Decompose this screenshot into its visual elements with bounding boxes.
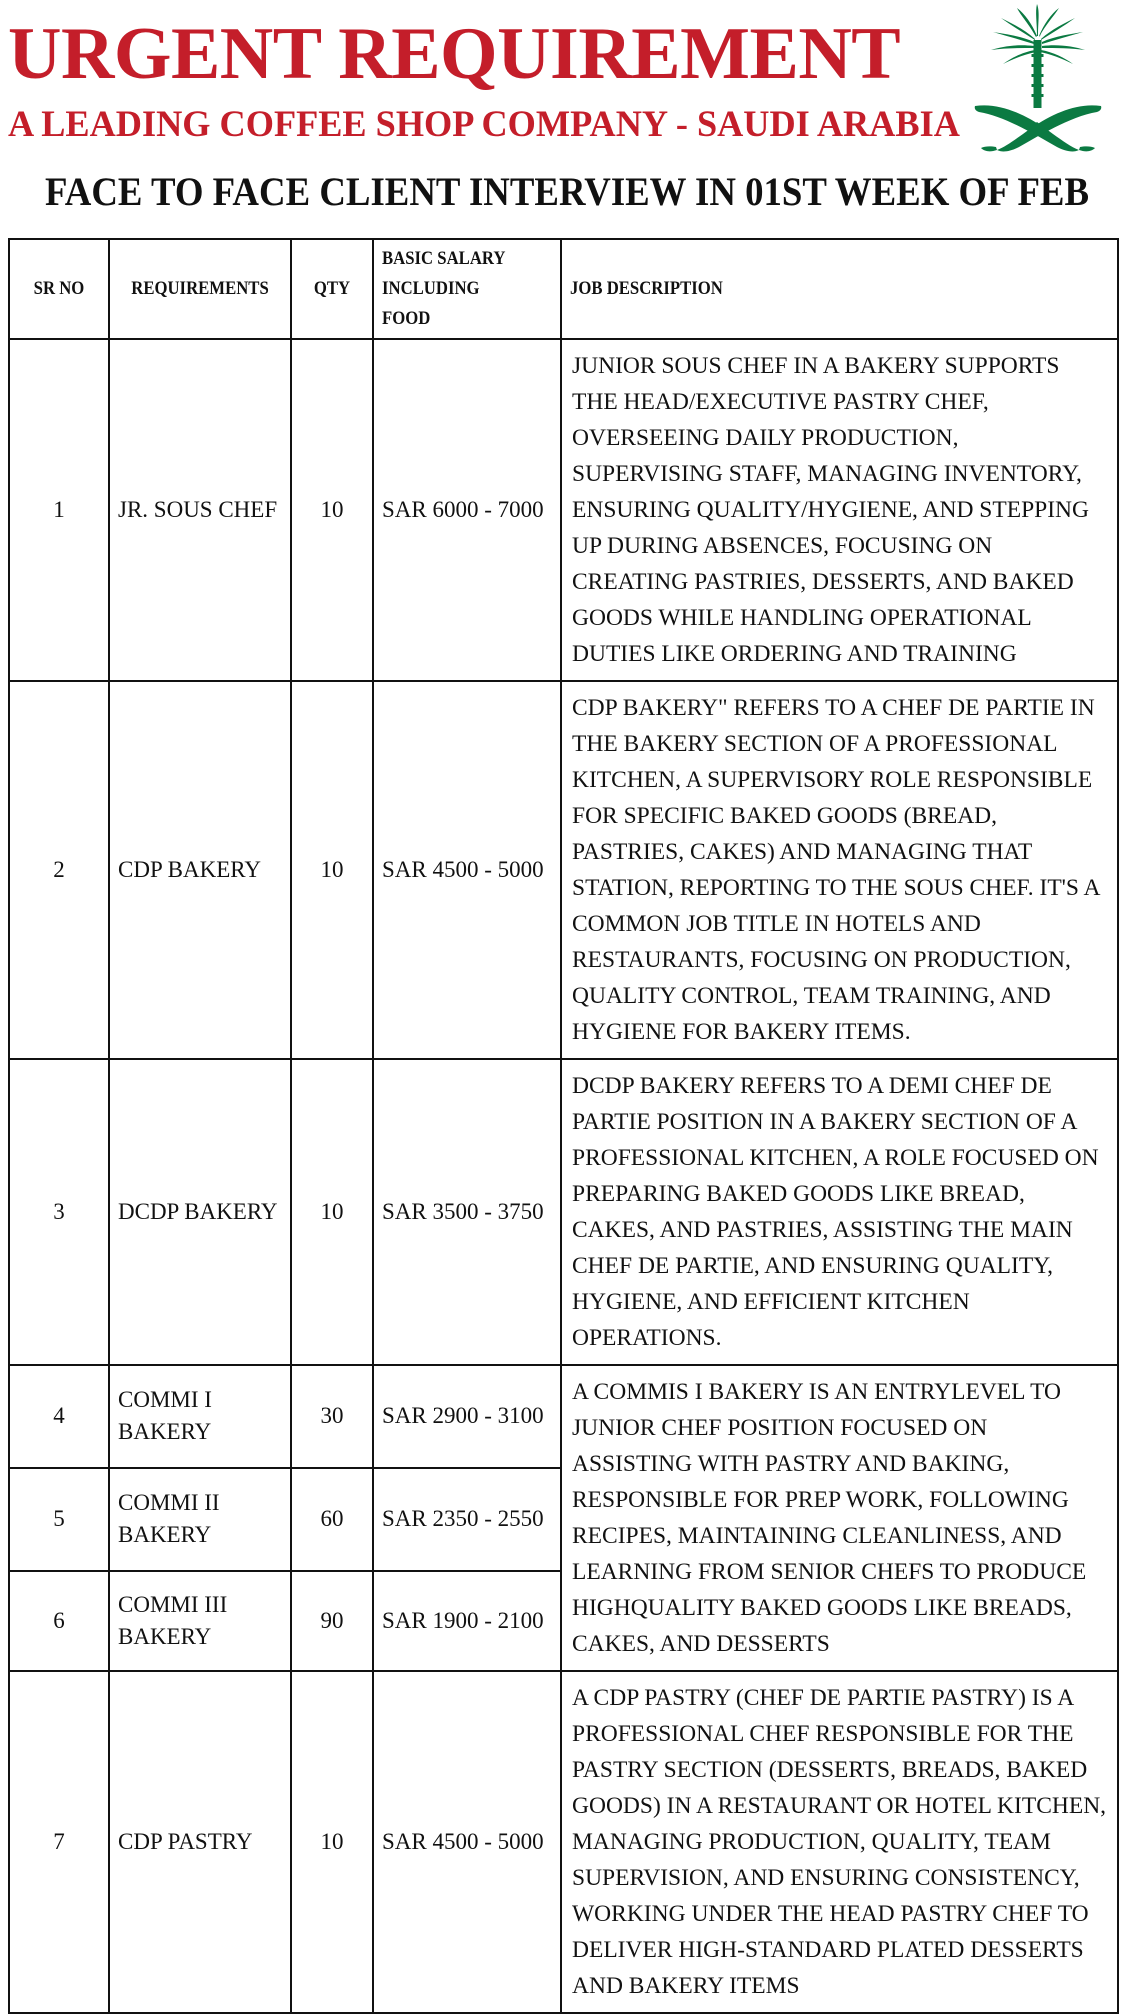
row-requirement: COMMI III BAKERY: [109, 1571, 291, 1671]
saudi-arabia-emblem-icon: [967, 2, 1109, 162]
table-body: [9, 339, 1118, 2013]
table-header: [9, 239, 1118, 339]
row-salary: SAR 4500 - 5000: [373, 1671, 561, 2013]
row-salary: SAR 1900 - 2100: [373, 1571, 561, 1671]
row-sr-no: 7: [9, 1671, 109, 2013]
row-qty: 10: [291, 1671, 373, 2013]
row-requirement: CDP BAKERY: [109, 681, 291, 1059]
row-sr-no: 1: [9, 339, 109, 681]
row-salary: SAR 2900 - 3100: [373, 1365, 561, 1468]
advertisement-header: [0, 0, 1125, 232]
row-requirement: DCDP BAKERY: [109, 1059, 291, 1365]
row-requirement: COMMI I BAKERY: [109, 1365, 291, 1468]
salary-header-line-1: BASIC SALARY: [382, 248, 506, 269]
row-sr-no: 2: [9, 681, 109, 1059]
row-sr-no: 5: [9, 1468, 109, 1571]
title-block: [8, 0, 1018, 148]
row-salary: SAR 2350 - 2550: [373, 1468, 561, 1571]
row-qty: 90: [291, 1571, 373, 1671]
column-header-basic-salary: [373, 239, 561, 339]
row-description: JUNIOR SOUS CHEF IN A BAKERY SUPPORTS THE HEAD/EXECUTIVE PASTRY CHEF, OVERSEEING DAILY PRODUCTION, SUPERVISING STAFF, MANAGING INVENTORY, ENSURING QUALITY/HYGIENE, AND STEPPING UP DURING ABSENCES, FOCUSING ON CREATING PASTRIES, DESSERTS, AND BAKED GOODS WHILE HANDLING OPERATIONAL DUTIES LIKE ORDERING AND TRAINING: [561, 339, 1118, 681]
table-row: [9, 339, 1118, 681]
column-header-job-description: JOB DESCRIPTION: [561, 239, 1118, 339]
salary-header-line-2: INCLUDING FOOD: [382, 278, 480, 329]
row-salary: SAR 4500 - 5000: [373, 681, 561, 1059]
row-sr-no: 4: [9, 1365, 109, 1468]
row-qty: 10: [291, 339, 373, 681]
table-header-row: [9, 239, 1118, 339]
row-requirement: CDP PASTRY: [109, 1671, 291, 2013]
row-salary: SAR 3500 - 3750: [373, 1059, 561, 1365]
page-title: URGENT REQUIREMENT: [8, 13, 901, 95]
row-requirement: COMMI II BAKERY: [109, 1468, 291, 1571]
row-description: CDP BAKERY" REFERS TO A CHEF DE PARTIE IN THE BAKERY SECTION OF A PROFESSIONAL KITCHEN, A SUPERVISORY ROLE RESPONSIBLE FOR SPECIFIC BAKED GOODS (BREAD, PASTRIES, CAKES) AND MANAGING THAT STATION, REPORTING TO THE SOUS CHEF. IT'S A COMMON JOB TITLE IN HOTELS AND RESTAURANTS, FOCUSING ON PRODUCTION, QUALITY CONTROL, TEAM TRAINING, AND HYGIENE FOR BAKERY ITEMS.: [561, 681, 1118, 1059]
job-requirements-table: [8, 238, 1119, 2014]
row-sr-no: 3: [9, 1059, 109, 1365]
column-header-qty: QTY: [296, 239, 368, 339]
row-qty: 30: [291, 1365, 373, 1468]
interview-announcement: FACE TO FACE CLIENT INTERVIEW IN 01ST WEEK OF FEB: [45, 169, 1090, 214]
table-row: [9, 1671, 1118, 2013]
row-salary: SAR 6000 - 7000: [373, 339, 561, 681]
row-qty: 60: [291, 1468, 373, 1571]
row-requirement: JR. SOUS CHEF: [109, 339, 291, 681]
column-header-sr-no: SR NO: [15, 239, 103, 339]
row-description: A CDP PASTRY (CHEF DE PARTIE PASTRY) IS A PROFESSIONAL CHEF RESPONSIBLE FOR THE PASTRY SECTION (DESSERTS, BREADS, BAKED GOODS) IN A RESTAURANT OR HOTEL KITCHEN, MANAGING PRODUCTION, QUALITY, TEAM SUPERVISION, AND ENSURING CONSISTENCY, WORKING UNDER THE HEAD PASTRY CHEF TO DELIVER HIGH-STANDARD PLATED DESSERTS AND BAKERY ITEMS: [561, 1671, 1118, 2013]
table-row: [9, 1059, 1118, 1365]
column-header-requirements: REQUIREMENTS: [120, 239, 280, 339]
row-description: DCDP BAKERY REFERS TO A DEMI CHEF DE PARTIE POSITION IN A BAKERY SECTION OF A PROFESSIONAL KITCHEN, A ROLE FOCUSED ON PREPARING BAKED GOODS LIKE BREAD, CAKES, AND PASTRIES, ASSISTING THE MAIN CHEF DE PARTIE, AND ENSURING QUALITY, HYGIENE, AND EFFICIENT KITCHEN OPERATIONS.: [561, 1059, 1118, 1365]
row-qty: 10: [291, 681, 373, 1059]
row-qty: 10: [291, 1059, 373, 1365]
table-row: [9, 1365, 1118, 1468]
row-sr-no: 6: [9, 1571, 109, 1671]
company-subtitle: A LEADING COFFEE SHOP COMPANY - SAUDI ARABIA: [8, 104, 960, 145]
row-description-merged: A COMMIS I BAKERY IS AN ENTRYLEVEL TO JUNIOR CHEF POSITION FOCUSED ON ASSISTING WITH PASTRY AND BAKING, RESPONSIBLE FOR PREP WORK, FOLLOWING RECIPES, MAINTAINING CLEANLINESS, AND LEARNING FROM SENIOR CHEFS TO PRODUCE HIGHQUALITY BAKED GOODS LIKE BREADS, CAKES, AND DESSERTS: [561, 1365, 1118, 1671]
table-row: [9, 681, 1118, 1059]
